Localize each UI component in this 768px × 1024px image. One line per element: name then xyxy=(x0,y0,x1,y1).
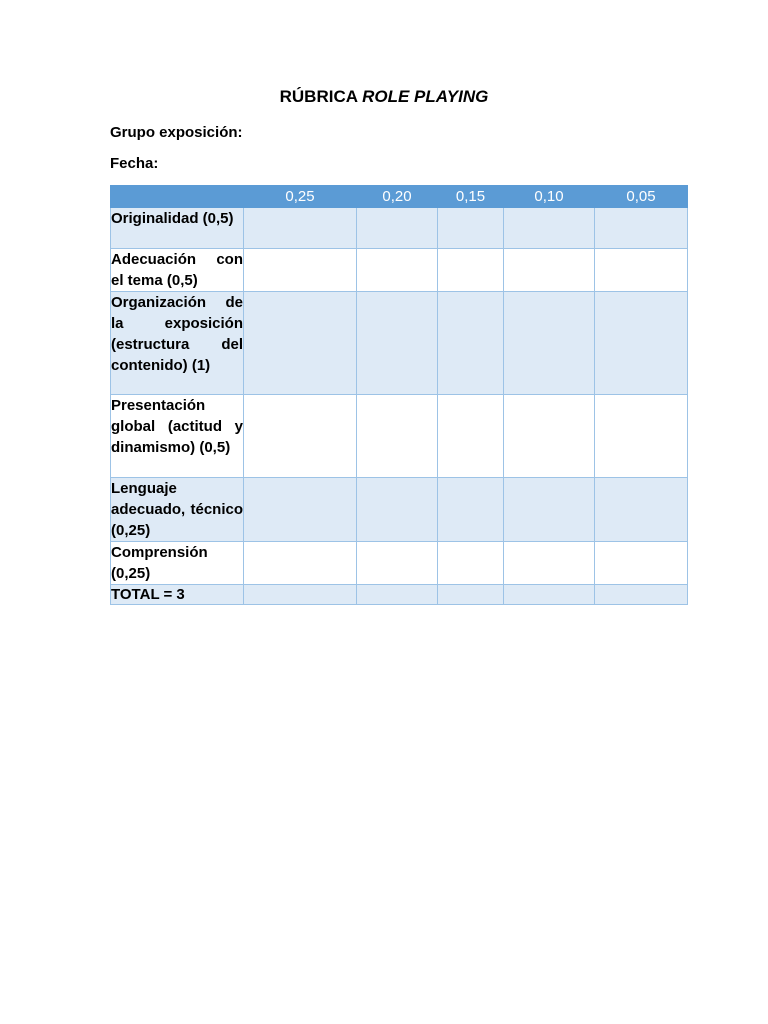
score-cell[interactable] xyxy=(438,478,504,542)
score-cell[interactable] xyxy=(438,249,504,292)
header-row xyxy=(111,186,688,208)
criterion-row xyxy=(111,208,688,249)
score-cell[interactable] xyxy=(357,208,438,249)
score-cell[interactable] xyxy=(357,395,438,478)
score-cell[interactable] xyxy=(504,478,595,542)
score-cell[interactable] xyxy=(244,395,357,478)
score-cell[interactable] xyxy=(438,292,504,395)
rubric-table xyxy=(110,185,688,605)
score-cell[interactable] xyxy=(595,249,688,292)
criterion-row xyxy=(111,395,688,478)
score-cell[interactable] xyxy=(357,292,438,395)
score-cell[interactable] xyxy=(504,542,595,585)
score-cell[interactable] xyxy=(438,208,504,249)
score-header: 0,15 xyxy=(438,186,504,208)
criterion-row xyxy=(111,478,688,542)
score-cell[interactable] xyxy=(504,249,595,292)
score-header: 0,05 xyxy=(595,186,688,208)
score-cell[interactable] xyxy=(504,585,595,605)
date-label: Fecha: xyxy=(110,155,159,172)
total-row xyxy=(111,585,688,605)
criterion-label: Presentación global (actitud y dinamismo) (0,5) xyxy=(111,395,244,478)
score-cell[interactable] xyxy=(244,478,357,542)
score-cell[interactable] xyxy=(244,585,357,605)
score-cell[interactable] xyxy=(438,542,504,585)
score-cell[interactable] xyxy=(357,249,438,292)
score-cell[interactable] xyxy=(595,478,688,542)
group-label: Grupo exposición: xyxy=(110,124,243,141)
score-cell[interactable] xyxy=(357,542,438,585)
document-title xyxy=(0,87,768,107)
score-cell[interactable] xyxy=(357,585,438,605)
score-cell[interactable] xyxy=(595,395,688,478)
criterion-row xyxy=(111,292,688,395)
criterion-label: Lenguaje adecuado, técnico (0,25) xyxy=(111,478,244,542)
title-italic: ROLE PLAYING xyxy=(362,87,489,106)
score-cell[interactable] xyxy=(595,542,688,585)
criterion-label: Originalidad (0,5) xyxy=(111,208,244,249)
score-cell[interactable] xyxy=(595,585,688,605)
criterion-row xyxy=(111,542,688,585)
score-header: 0,10 xyxy=(504,186,595,208)
criterion-label: Comprensión (0,25) xyxy=(111,542,244,585)
score-cell[interactable] xyxy=(504,208,595,249)
score-cell[interactable] xyxy=(244,542,357,585)
score-header: 0,25 xyxy=(244,186,357,208)
score-cell[interactable] xyxy=(504,395,595,478)
score-cell[interactable] xyxy=(595,292,688,395)
criterion-label: Organización de la exposición (estructura del contenido) (1) xyxy=(111,292,244,395)
score-cell[interactable] xyxy=(244,292,357,395)
total-label: TOTAL = 3 xyxy=(111,585,244,605)
criterion-row xyxy=(111,249,688,292)
score-cell[interactable] xyxy=(438,395,504,478)
criterion-label: Adecuación con el tema (0,5) xyxy=(111,249,244,292)
score-cell[interactable] xyxy=(244,208,357,249)
score-cell[interactable] xyxy=(595,208,688,249)
score-header: 0,20 xyxy=(357,186,438,208)
title-plain: RÚBRICA xyxy=(279,87,363,106)
corner-header xyxy=(111,186,244,208)
score-cell[interactable] xyxy=(504,292,595,395)
score-cell[interactable] xyxy=(357,478,438,542)
score-cell[interactable] xyxy=(438,585,504,605)
score-cell[interactable] xyxy=(244,249,357,292)
